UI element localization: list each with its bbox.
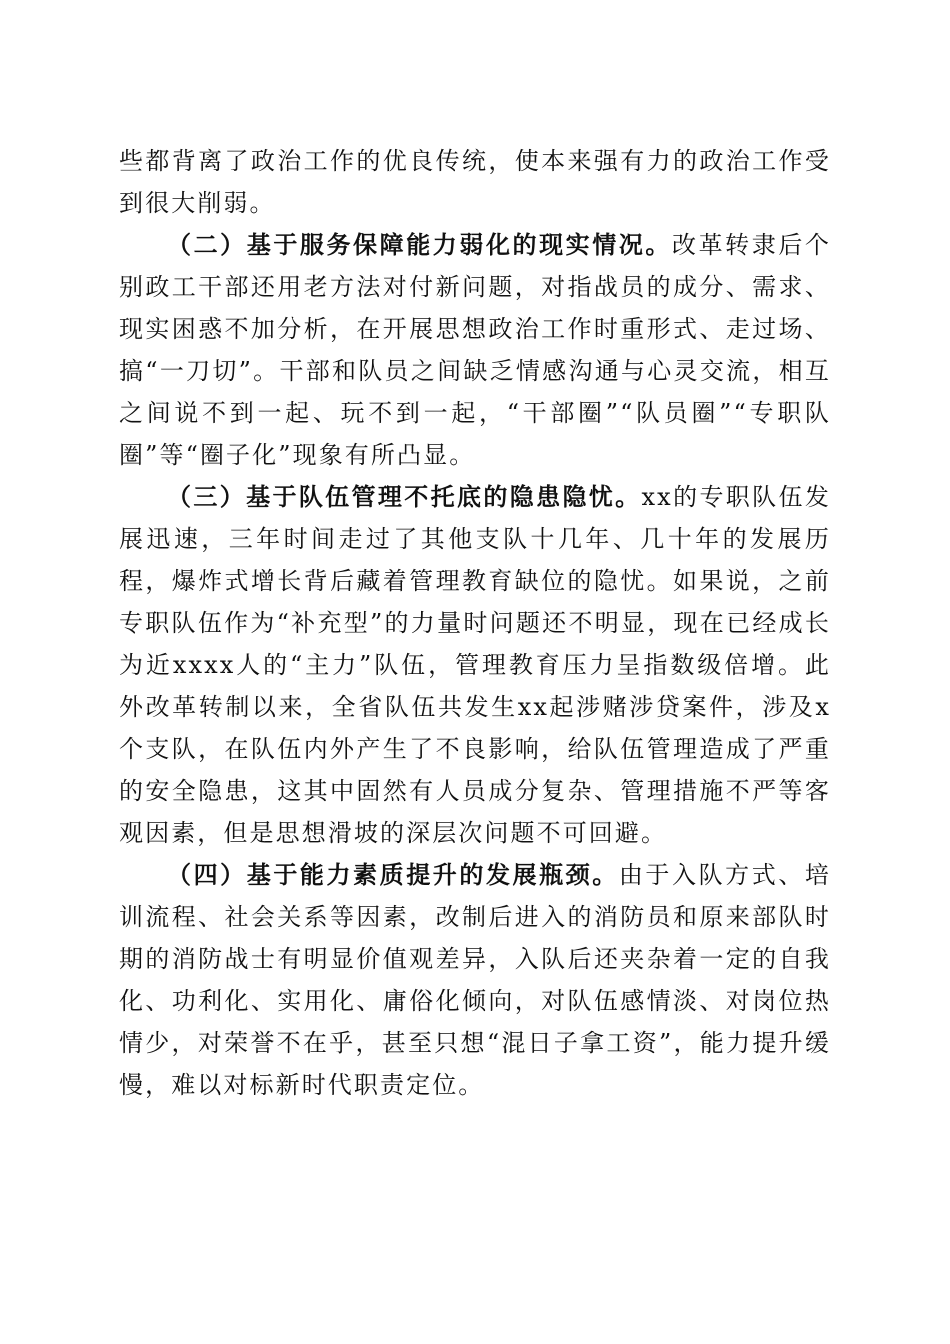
- paragraph-section-4: [119, 854, 831, 1106]
- section-heading: （二）基于服务保障能力弱化的现实情况。: [167, 230, 672, 259]
- paragraph-continuation: [119, 140, 831, 224]
- paragraph-section-2: [119, 224, 831, 476]
- document-body: [119, 140, 831, 1106]
- paragraph-text: 改革转隶后个别政工干部还用老方法对付新问题，对指战员的成分、需求、现实困惑不加分析，在开展思想政治工作时重形式、走过场、搞“一刀切”。干部和队员之间缺乏情感沟通与心灵交流，相互之间说不到一起、玩不到一起，“干部圈”“队员圈”“专职队圈”等“圈子化”现象有所凸显。: [119, 231, 831, 469]
- paragraph-text: xx的专职队伍发展迅速，三年时间走过了其他支队十几年、几十年的发展历程，爆炸式增长背后藏着管理教育缺位的隐忧。如果说，之前专职队伍作为“补充型”的力量时问题还不明显，现在已经成长为近xxxx人的“主力”队伍，管理教育压力呈指数级倍增。此外改革转制以来，全省队伍共发生xx起涉赌涉贷案件，涉及x个支队，在队伍内外产生了不良影响，给队伍管理造成了严重的安全隐患，这其中固然有人员成分复杂、管理措施不严等客观因素，但是思想滑坡的深层次问题不可回避。: [119, 483, 831, 847]
- section-heading: （四）基于能力素质提升的发展瓶颈。: [167, 860, 619, 889]
- paragraph-text: 由于入队方式、培训流程、社会关系等因素，改制后进入的消防员和原来部队时期的消防战士有明显价值观差异，入队后还夹杂着一定的自我化、功利化、实用化、庸俗化倾向，对队伍感情淡、对岗位热情少，对荣誉不在乎，甚至只想“混日子拿工资”，能力提升缓慢，难以对标新时代职责定位。: [119, 861, 831, 1099]
- section-heading: （三）基于队伍管理不托底的隐患隐忧。: [167, 482, 642, 511]
- paragraph-text: 些都背离了政治工作的优良传统，使本来强有力的政治工作受到很大削弱。: [119, 147, 831, 217]
- paragraph-section-3: [119, 476, 831, 854]
